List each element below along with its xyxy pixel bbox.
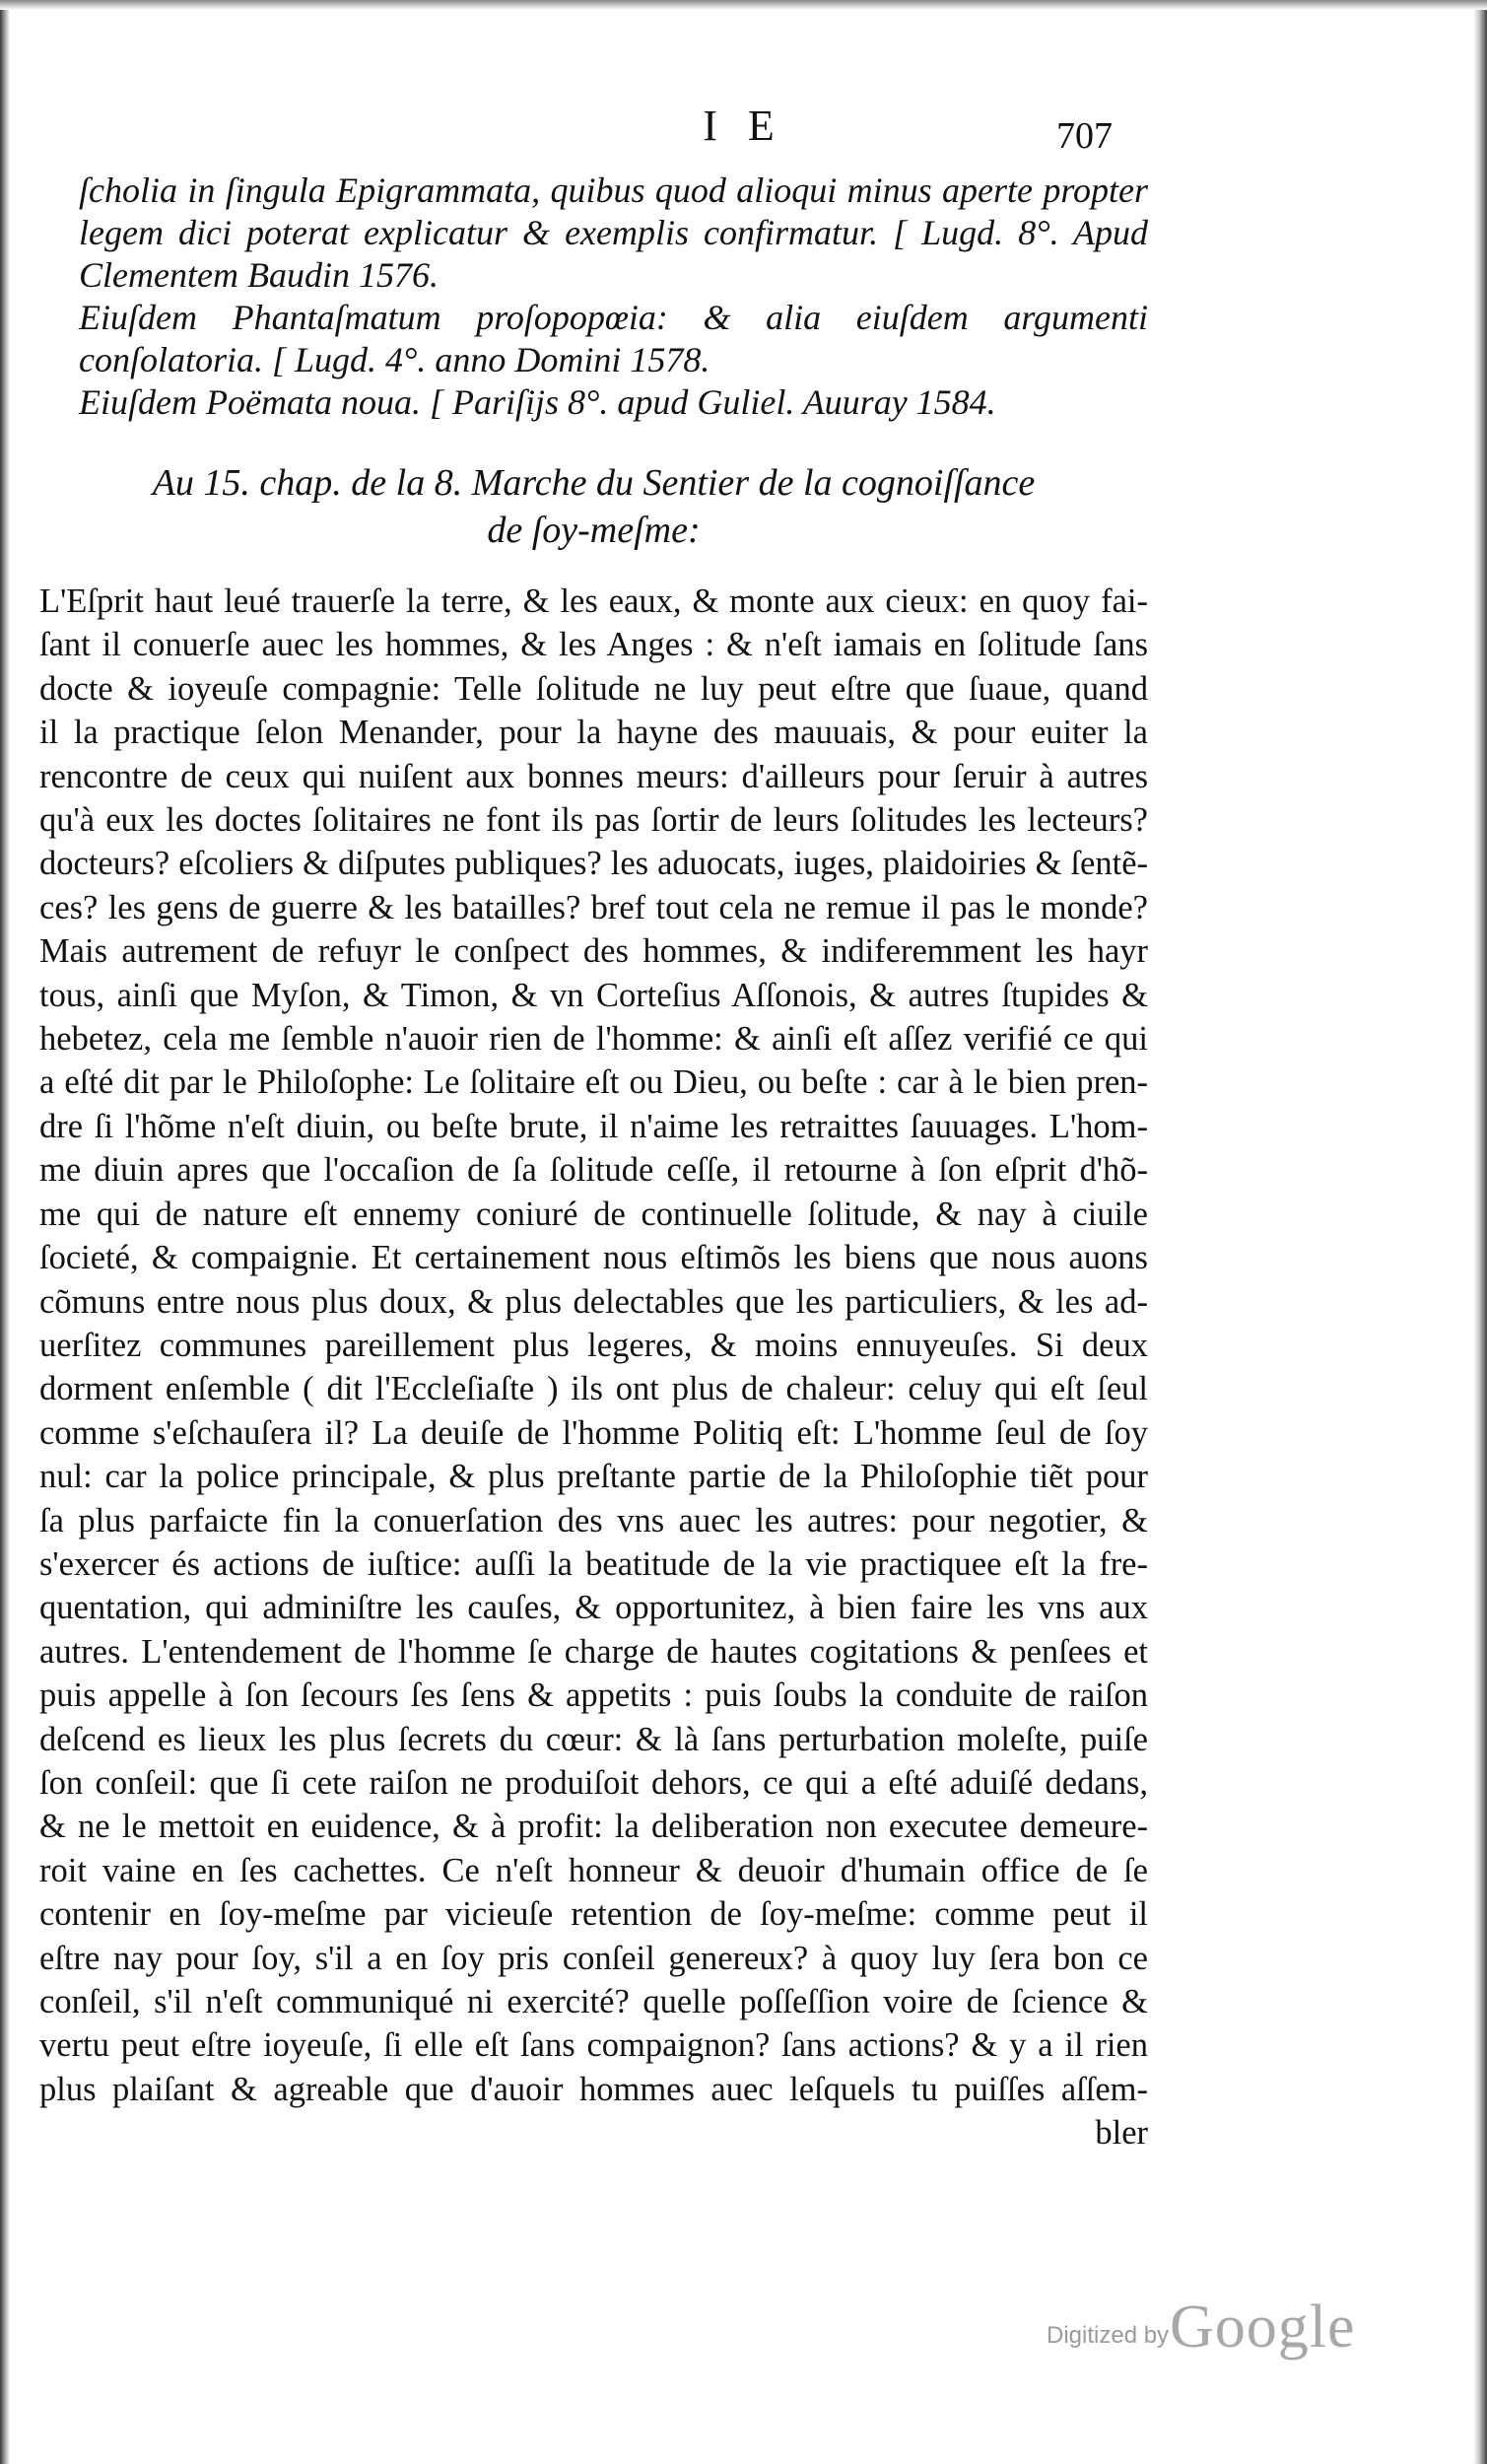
section-heading-line: de ſoy-meſme: xyxy=(487,510,701,551)
section-heading-line: Au 15. chap. de la 8. Marche du Sentier de la cognoiſſance xyxy=(152,462,1036,504)
body-line: contenir en ſoy-meſme par vicieuſe retention de ſoy-meſme: comme peut il xyxy=(39,1895,1148,1934)
body-text xyxy=(39,580,1148,2155)
bibliography-entry: ſcholia in ſingula Epigrammata, quibus quod alioqui minus aperte propter legem dici poterat explicatur & exemplis confirmatur. [ Lugd. 8°. Apud Clementem Baudin 1576. xyxy=(79,171,1148,295)
catchword: bler xyxy=(1095,2114,1148,2153)
body-line: ſa plus parfaicte fin la conuerſation des vns auec les autres: pour negotier, & xyxy=(39,1501,1148,1540)
body-line: docteurs? eſcoliers & diſputes publiques? les aduocats, iuges, plaidoiries & ſentẽ- xyxy=(39,845,1148,883)
body-line: qu'à eux les doctes ſolitaires ne font ils pas ſortir de leurs ſolitudes les lecteurs? xyxy=(39,801,1148,840)
body-line: eſtre nay pour ſoy, s'il a en ſoy pris conſeil genereux? à quoy luy ſera bon ce xyxy=(39,1939,1148,1977)
body-line: ſant il conuerſe auec les hommes, & les Anges : & n'eſt iamais en ſolitude ſans xyxy=(39,626,1148,664)
body-line: L'Eſprit haut leué trauerſe la terre, & les eaux, & monte aux cieux: en quoy fai- xyxy=(39,582,1148,620)
page-left-edge-shadow xyxy=(0,0,10,2464)
body-line: comme s'eſchauſera il? La deuiſe de l'homme Politiq eſt: L'homme ſeul de ſoy xyxy=(39,1413,1148,1452)
digitized-watermark xyxy=(1047,2293,1372,2361)
bibliography-entries xyxy=(39,170,1148,424)
body-line: vertu peut eſtre ioyeuſe, ſi elle eſt ſans compaignon? ſans actions? & y a il rien xyxy=(39,2026,1148,2065)
body-line: & ne le mettoit en euidence, & à profit: la deliberation non executee demeure- xyxy=(39,1808,1148,1846)
section-heading xyxy=(39,459,1148,554)
body-line: docte & ioyeuſe compagnie: Telle ſolitude ne luy peut eſtre que ſuaue, quand xyxy=(39,669,1148,708)
body-line: uerſitez communes pareillement plus legeres, & moins ennuyeuſes. Si deux xyxy=(39,1326,1148,1364)
body-line: me qui de nature eſt ennemy coniuré de continuelle ſolitude, & nay à ciuile xyxy=(39,1195,1148,1233)
google-logo: Google xyxy=(1170,2293,1356,2361)
body-line: s'exercer és actions de iuſtice: auſſi la beatitude de la vie practiquee eſt la fre- xyxy=(39,1544,1148,1583)
watermark-prefix: Digitized by xyxy=(1047,2322,1170,2349)
page-top-edge-shadow xyxy=(0,0,1487,10)
body-line: ſon conſeil: que ſi cete raiſon ne produiſoit dehors, ce qui a eſté aduiſé dedans, xyxy=(39,1763,1148,1802)
body-line: hebetez, cela me ſemble n'auoir rien de l'homme: & ainſi eſt aſſez verifié ce qui xyxy=(39,1020,1148,1059)
body-line: puis appelle à ſon ſecours ſes ſens & appetits : puis ſoubs la conduite de raiſon xyxy=(39,1677,1148,1715)
body-line: a eſté dit par le Philoſophe: Le ſolitaire eſt ou Dieu, ou beſte : car à le bien pren- xyxy=(39,1063,1148,1102)
body-line: cõmuns entre nous plus doux, & plus delectables que les particuliers, & les ad- xyxy=(39,1282,1148,1321)
body-line: il la practique ſelon Menander, pour la hayne des mauuais, & pour euiter la xyxy=(39,714,1148,752)
body-line: deſcend es lieux les plus ſecrets du cœur: & là ſans perturbation moleſte, puiſe xyxy=(39,1720,1148,1758)
body-line: me diuin apres que l'occaſion de ſa ſolitude ceſſe, il retourne à ſon eſprit d'hõ- xyxy=(39,1151,1148,1190)
page-header xyxy=(0,99,1487,158)
page-number: 707 xyxy=(1056,115,1113,157)
text-block xyxy=(39,170,1148,2155)
body-line: Mais autrement de refuyr le conſpect des hommes, & indiferemment les hayr xyxy=(39,932,1148,971)
body-line: ſocieté, & compaignie. Et certainement nous eſtimõs les biens que nous auons xyxy=(39,1239,1148,1277)
body-line: ces? les gens de guerre & les batailles? bref tout cela ne remue il pas le monde? xyxy=(39,888,1148,926)
body-line: quentation, qui adminiſtre les cauſes, & opportunitez, à bien faire les vns aux xyxy=(39,1589,1148,1627)
page-right-edge-shadow xyxy=(1473,0,1487,2464)
body-line: tous, ainſi que Myſon, & Timon, & vn Corteſius Aſſonois, & autres ſtupides & xyxy=(39,976,1148,1014)
bibliography-entry: Eiuſdem Poëmata noua. [ Pariſijs 8°. apud Guliel. Auuray 1584. xyxy=(79,382,996,422)
body-line: dre ſi l'hõme n'eſt diuin, ou beſte brute, il n'aime les retraittes ſauuages. L'hom- xyxy=(39,1107,1148,1145)
body-line: conſeil, s'il n'eſt communiqué ni exercité? quelle poſſeſſion voire de ſcience & xyxy=(39,1983,1148,2020)
running-head: I E xyxy=(703,102,784,150)
body-line: dorment enſemble ( dit l'Eccleſiaſte ) ils ont plus de chaleur: celuy qui eſt ſeul xyxy=(39,1370,1148,1408)
body-line: plus plaiſant & agreable que d'auoir hommes auec leſquels tu puiſſes aſſem- xyxy=(39,2070,1148,2108)
body-line: rencontre de ceux qui nuiſent aux bonnes meurs: d'ailleurs pour ſeruir à autres xyxy=(39,757,1148,795)
body-line: nul: car la police principale, & plus preſtante partie de la Philoſophie tiẽt pour xyxy=(39,1458,1148,1496)
bibliography-entry: Eiuſdem Phantaſmatum proſopopœia: & alia eiuſdem argumenti conſolatoria. [ Lugd. 4°. anno Domini 1578. xyxy=(79,298,1148,379)
body-line: autres. L'entendement de l'homme ſe charge de hautes cogitations & penſees et xyxy=(39,1632,1148,1671)
body-line: roit vaine en ſes cachettes. Ce n'eſt honneur & deuoir d'humain office de ſe xyxy=(39,1851,1148,1889)
